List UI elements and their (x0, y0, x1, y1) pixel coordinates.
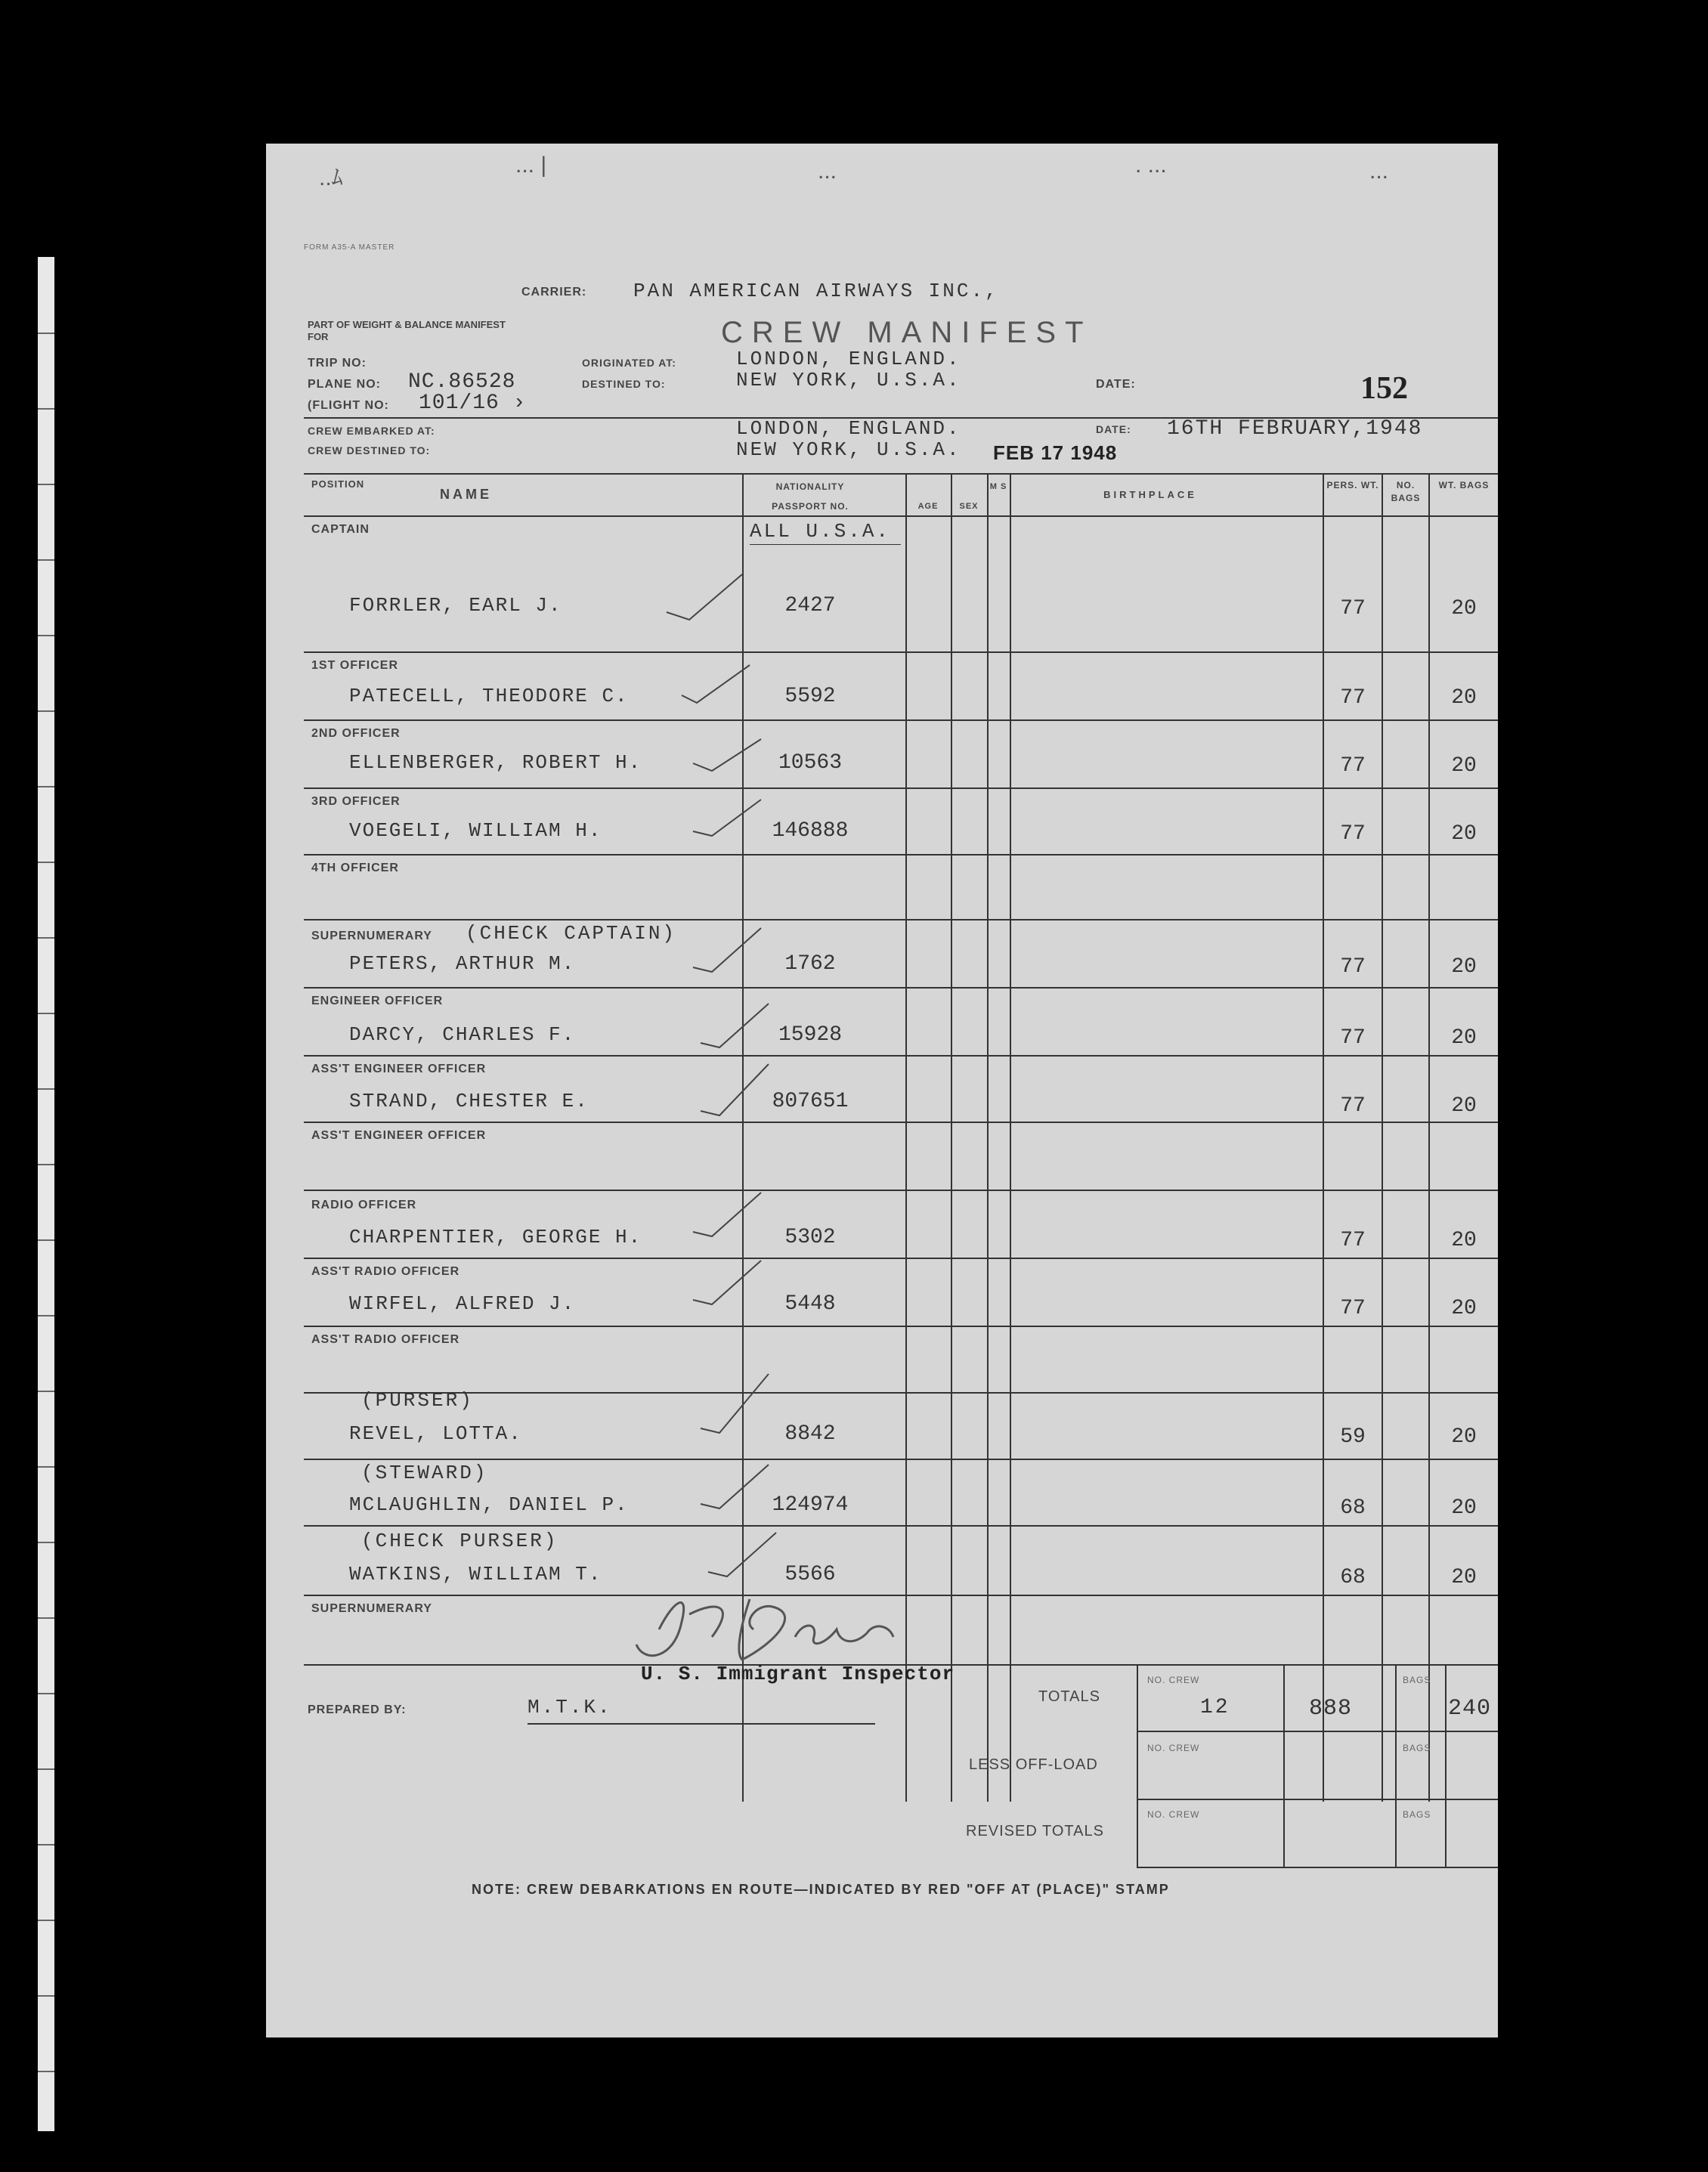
film-tick (38, 1844, 54, 1846)
film-tick (38, 1542, 54, 1543)
col-name: NAME (440, 487, 492, 502)
col-ms: M S (989, 482, 1007, 491)
position-label: 3RD OFFICER (311, 795, 401, 808)
position-label: SUPERNUMERARY (311, 930, 432, 942)
position-label: RADIO OFFICER (311, 1199, 417, 1211)
crew-name: DARCY, CHARLES F. (349, 1023, 576, 1046)
check-mark (697, 1058, 772, 1126)
film-tick (38, 635, 54, 636)
position-label: 4TH OFFICER (311, 862, 399, 874)
position-label: ASS'T RADIO OFFICER (311, 1265, 460, 1278)
total-crew: 12 (1200, 1696, 1230, 1719)
destined-value: NEW YORK, U.S.A. (736, 369, 961, 391)
wt-bags: 20 (1451, 955, 1477, 979)
wt-bags: 20 (1451, 686, 1477, 710)
crew-manifest-sheet (266, 144, 1498, 2037)
no-crew-label: NO. CREW (1147, 1809, 1200, 1820)
check-mark (697, 1368, 772, 1443)
crew-destined-label: CREW DESTINED TO: (308, 444, 431, 456)
crew-destined-value: NEW YORK, U.S.A. (736, 438, 961, 461)
crew-name: WATKINS, WILLIAM T. (349, 1563, 602, 1586)
crew-name: STRAND, CHESTER E. (349, 1090, 589, 1112)
pers-wt: 68 (1340, 1566, 1366, 1589)
prepared-by-value: M.T.K. (528, 1696, 612, 1719)
wt-bags: 20 (1451, 1496, 1477, 1520)
wt-bags: 20 (1451, 1566, 1477, 1589)
film-tick (38, 559, 54, 561)
originated-label: ORIGINATED AT: (582, 357, 676, 369)
col-pers-wt: PERS. WT. (1326, 480, 1379, 490)
wt-bags: 20 (1451, 1094, 1477, 1118)
total-wt-bags: 240 (1448, 1696, 1492, 1722)
page-number: 152 (1360, 371, 1408, 406)
pers-wt: 77 (1340, 754, 1366, 778)
flight-label: (FLIGHT NO: (308, 399, 389, 412)
no-crew-label: NO. CREW (1147, 1675, 1200, 1685)
crew-name: CHARPENTIER, GEORGE H. (349, 1226, 642, 1248)
check-mark (674, 657, 757, 710)
col-birthplace: BIRTHPLACE (1103, 489, 1197, 500)
film-edge-strip (38, 257, 54, 2131)
plane-no: NC.86528 (408, 370, 516, 394)
crew-name: PATECELL, THEODORE C. (349, 685, 629, 707)
wt-bags: 20 (1451, 1026, 1477, 1050)
totals-label: TOTALS (1038, 1688, 1100, 1705)
trip-label: TRIP NO: (308, 357, 367, 370)
col-passport: PASSPORT NO. (772, 501, 849, 512)
wt-bags: 20 (1451, 597, 1477, 620)
position-label: 1ST OFFICER (311, 659, 399, 672)
film-tick (38, 1617, 54, 1619)
header-mark: ... (1369, 159, 1389, 184)
crew-embarked-label: CREW EMBARKED AT: (308, 425, 435, 437)
wt-bags: 20 (1451, 822, 1477, 846)
crew-name: PETERS, ARTHUR M. (349, 952, 576, 975)
crew-name: VOEGELI, WILLIAM H. (349, 819, 602, 842)
check-mark (689, 733, 765, 778)
wt-bags: 20 (1451, 754, 1477, 778)
film-tick (38, 1315, 54, 1317)
film-tick (38, 484, 54, 485)
crew-name: MCLAUGHLIN, DANIEL P. (349, 1493, 629, 1516)
pers-wt: 77 (1340, 1297, 1366, 1320)
film-tick (38, 1239, 54, 1241)
passport-no: 1762 (784, 952, 836, 976)
passport-no: 5592 (784, 685, 836, 708)
pers-wt: 77 (1340, 1229, 1366, 1252)
header-mark: ..ﾑ (319, 166, 343, 190)
film-tick (38, 1088, 54, 1090)
total-pers-wt: 888 (1309, 1696, 1353, 1722)
col-wt-bags: WT. BAGS (1438, 480, 1490, 490)
film-tick (38, 786, 54, 787)
pers-wt: 77 (1340, 686, 1366, 710)
pers-wt: 77 (1340, 1094, 1366, 1118)
pers-wt: 77 (1340, 822, 1366, 846)
date2-label: DATE: (1096, 423, 1131, 435)
revised-totals-label: REVISED TOTALS (966, 1823, 1104, 1839)
position-label: (CHECK PURSER) (361, 1530, 559, 1552)
film-tick (38, 1693, 54, 1694)
received-stamp: FEB 17 1948 (993, 441, 1118, 464)
pers-wt: 77 (1340, 1026, 1366, 1050)
date-label: DATE: (1096, 378, 1136, 391)
passport-no: 807651 (772, 1090, 849, 1113)
part-of-label: PART OF WEIGHT & BALANCE MANIFEST FOR (308, 319, 506, 342)
header-mark: ... (818, 159, 837, 184)
pers-wt: 77 (1340, 955, 1366, 979)
crew-embarked-value: LONDON, ENGLAND. (736, 417, 961, 440)
col-nationality: NATIONALITY (775, 481, 845, 492)
destined-label: DESTINED TO: (582, 378, 666, 390)
crew-name: ELLENBERGER, ROBERT H. (349, 751, 642, 774)
pers-wt: 59 (1340, 1425, 1366, 1449)
carrier-value: PAN AMERICAN AIRWAYS INC., (633, 280, 999, 302)
film-tick (38, 1920, 54, 1921)
prepared-by-label: PREPARED BY: (308, 1703, 407, 1716)
col-sex: SEX (959, 502, 979, 511)
passport-no: 10563 (778, 751, 842, 775)
passport-no: 2427 (784, 594, 836, 617)
date2-value: 16TH FEBRUARY,1948 (1167, 417, 1423, 441)
wt-bags: 20 (1451, 1297, 1477, 1320)
position-label: 2ND OFFICER (311, 727, 401, 740)
crew-name: WIRFEL, ALFRED J. (349, 1292, 576, 1315)
position-label: ASS'T RADIO OFFICER (311, 1333, 460, 1346)
passport-no: 15928 (778, 1023, 842, 1047)
page-title: CREW MANIFEST (721, 316, 1093, 349)
check-mark (689, 794, 765, 846)
passport-no: 8842 (784, 1422, 836, 1446)
film-tick (38, 862, 54, 863)
wt-bags: 20 (1451, 1425, 1477, 1449)
bags-label: BAGS (1403, 1809, 1431, 1820)
position-label: SUPERNUMERARY (311, 1602, 432, 1615)
film-tick (38, 1768, 54, 1770)
check-mark (659, 567, 750, 627)
position-note: (CHECK CAPTAIN) (466, 922, 677, 945)
check-mark (697, 998, 772, 1058)
inspector-signature (629, 1576, 916, 1675)
pers-wt: 77 (1340, 597, 1366, 620)
nationality-all: ALL U.S.A. (750, 520, 891, 543)
film-tick (38, 408, 54, 410)
position-label: (PURSER) (361, 1389, 474, 1412)
passport-no: 5566 (784, 1563, 836, 1586)
check-mark (689, 922, 765, 982)
col-no-bags: NO. BAGS (1391, 480, 1421, 503)
originated-value: LONDON, ENGLAND. (736, 348, 961, 370)
position-label: ASS'T ENGINEER OFFICER (311, 1063, 487, 1075)
film-tick (38, 937, 54, 939)
bags-label: BAGS (1403, 1743, 1431, 1753)
form-number: FORM A35-A MASTER (304, 243, 395, 252)
no-crew-label: NO. CREW (1147, 1743, 1200, 1753)
header-mark: . ... (1135, 153, 1167, 178)
film-tick (38, 1013, 54, 1014)
footer-note: NOTE: CREW DEBARKATIONS EN ROUTE—INDICATED BY RED "OFF AT (PLACE)" STAMP (472, 1882, 1170, 1897)
film-tick (38, 1164, 54, 1165)
pers-wt: 68 (1340, 1496, 1366, 1520)
col-position: POSITION (311, 478, 365, 490)
plane-label: PLANE NO: (308, 378, 381, 391)
film-tick (38, 2071, 54, 2072)
position-label: ENGINEER OFFICER (311, 995, 444, 1007)
inspector-label: U. S. Immigrant Inspector (641, 1663, 955, 1685)
header-mark: ... | (515, 153, 547, 178)
check-mark (697, 1459, 772, 1519)
bags-label: BAGS (1403, 1675, 1431, 1685)
position-label: (STEWARD) (361, 1462, 488, 1484)
passport-no: 124974 (772, 1493, 849, 1517)
film-tick (38, 1995, 54, 1997)
crew-name: REVEL, LOTTA. (349, 1422, 522, 1445)
film-tick (38, 1466, 54, 1468)
wt-bags: 20 (1451, 1229, 1477, 1252)
check-mark (689, 1255, 765, 1315)
passport-no: 5448 (784, 1292, 836, 1316)
position-label: CAPTAIN (311, 523, 370, 536)
less-offload-label: LESS OFF-LOAD (969, 1756, 1098, 1773)
carrier-label: CARRIER: (521, 286, 587, 299)
film-tick (38, 333, 54, 334)
film-tick (38, 1391, 54, 1392)
film-tick (38, 710, 54, 712)
position-label: ASS'T ENGINEER OFFICER (311, 1129, 487, 1142)
flight-no: 101/16 › (419, 391, 527, 415)
crew-name: FORRLER, EARL J. (349, 594, 562, 617)
check-mark (689, 1187, 765, 1247)
passport-no: 5302 (784, 1226, 836, 1249)
passport-no: 146888 (772, 819, 849, 843)
col-age: AGE (917, 502, 939, 511)
